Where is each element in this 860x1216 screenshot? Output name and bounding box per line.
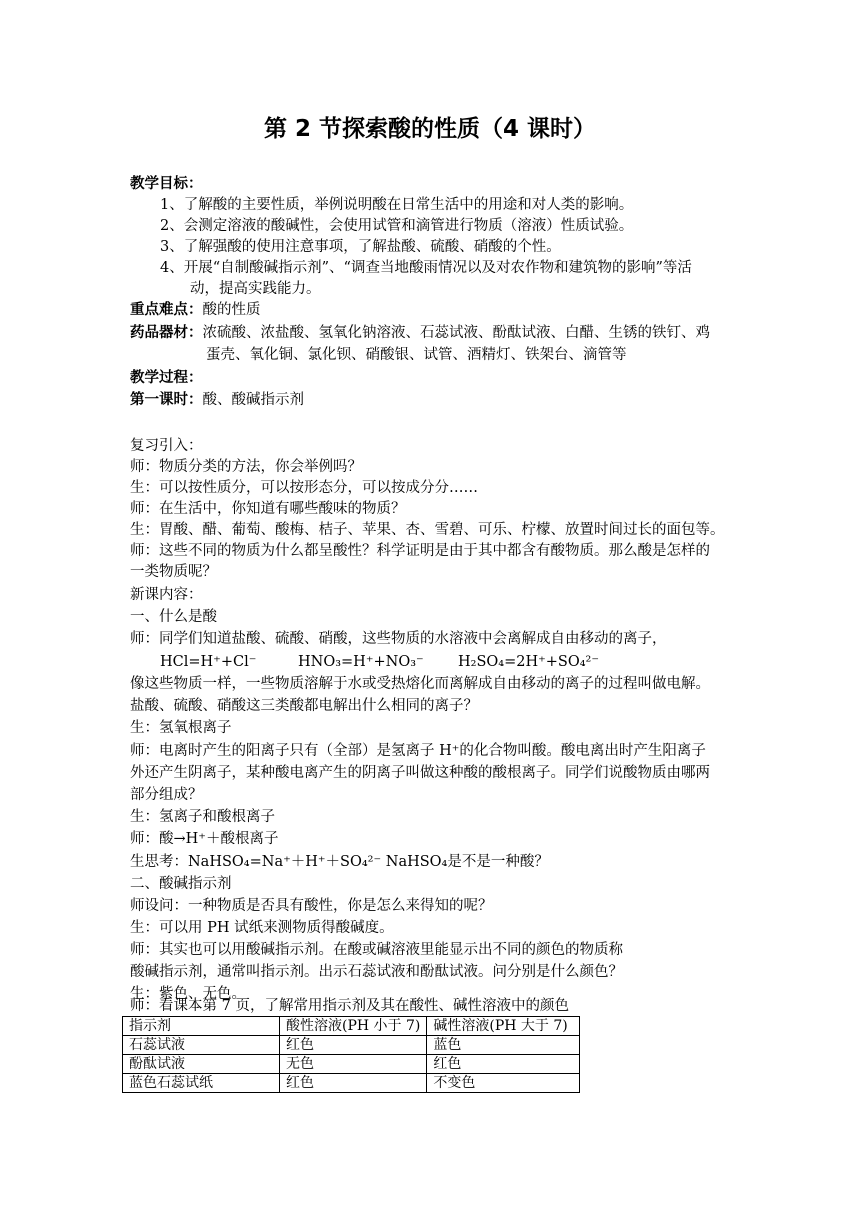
process-label: 教学过程：	[130, 369, 203, 386]
section-heading: 二、酸碱指示剂	[130, 876, 232, 892]
body-line: 盐酸、硫酸、硝酸这三类酸都电解出什么相同的离子？	[130, 698, 478, 714]
body-line: 外还产生阴离子，某种酸电离产生的阴离子叫做这种酸的酸根离子。同学们说酸物质由哪两	[130, 765, 710, 781]
table-cell: 石蕊试液	[123, 1036, 280, 1055]
lesson1	[130, 390, 304, 410]
body-line: 生思考：NaHSO₄=Na⁺＋H⁺＋SO₄²⁻ NaHSO₄是不是一种酸？	[130, 854, 549, 870]
body-line: 生：可以用 PH 试纸来测物质得酸碱度。	[130, 920, 394, 936]
key-text: 酸的性质	[202, 302, 261, 318]
body-line: 生：氢离子和酸根离子	[130, 809, 275, 825]
table-header-cell: 碱性溶液(PH 大于 7)	[427, 1017, 580, 1036]
objective-item: 1、了解酸的主要性质，举例说明酸在日常生活中的用途和对人类的影响。	[160, 197, 634, 213]
body-line: 师：在生活中，你知道有哪些酸味的物质？	[130, 501, 406, 517]
body-line: 新课内容：	[130, 587, 203, 603]
table-cell: 酚酞试液	[123, 1055, 280, 1074]
body-line: 师设问：一种物质是否具有酸性，你是怎么来得知的呢？	[130, 898, 493, 914]
table-row	[123, 1055, 580, 1074]
table-cell: 不变色	[427, 1074, 580, 1093]
body-line: 生：可以按性质分，可以按形态分，可以按成分分……	[130, 480, 478, 496]
body-line: 一类物质呢？	[130, 564, 217, 580]
table-cell: 红色	[427, 1055, 580, 1074]
formula: H₂SO₄=2H⁺+SO₄²⁻	[458, 654, 600, 670]
body-line: 师：同学们知道盐酸、硫酸、硝酸，这些物质的水溶液中会离解成自由移动的离子，	[130, 631, 667, 647]
body-line: 生：氢氧根离子	[130, 720, 232, 736]
objective-item: 4、开展“自制酸碱指示剂”、“调查当地酸雨情况以及对农作物和建筑物的影响”等活	[160, 260, 692, 276]
table-header-row	[123, 1017, 580, 1036]
body-line: 复习引入：	[130, 438, 203, 454]
table-cell: 无色	[280, 1055, 427, 1074]
table-cell: 蓝色	[427, 1036, 580, 1055]
materials	[130, 323, 710, 343]
table-header-cell: 指示剂	[123, 1017, 280, 1036]
objective-item: 3、了解强酸的使用注意事项，了解盐酸、硫酸、硝酸的个性。	[160, 239, 561, 255]
table-header-cell: 酸性溶液(PH 小于 7)	[280, 1017, 427, 1036]
body-line: 师：酸→H⁺＋酸根离子	[130, 831, 279, 847]
body-line: 酸碱指示剂，通常叫指示剂。出示石蕊试液和酚酞试液。问分别是什么颜色？	[130, 964, 623, 980]
materials-line: 浓硫酸、浓盐酸、氢氧化钠溶液、石蕊试液、酚酞试液、白醋、生锈的铁钉、鸡	[202, 325, 710, 341]
body-line: 师：物质分类的方法，你会举例吗？	[130, 459, 362, 475]
body-line: 部分组成？	[130, 787, 203, 803]
body-line: 师：这些不同的物质为什么都呈酸性？科学证明是由于其中都含有酸物质。那么酸是怎样的	[130, 543, 710, 559]
body-line: 生：紫色、无色。	[130, 986, 246, 1002]
body-line: 生：胃酸、醋、葡萄、酸梅、桔子、苹果、杏、雪碧、可乐、柠檬、放置时间过长的面包等。	[130, 522, 725, 538]
objective-item: 2、会测定溶液的酸碱性，会使用试管和滴管进行物质（溶液）性质试验。	[160, 218, 634, 234]
objective-item-cont: 动，提高实践能力。	[190, 281, 321, 297]
key-points	[130, 300, 261, 320]
table-row	[123, 1074, 580, 1093]
lesson1-text: 酸、酸碱指示剂	[202, 392, 304, 408]
lesson1-label: 第一课时：	[130, 391, 203, 408]
table-cell: 红色	[280, 1074, 427, 1093]
indicator-table	[122, 1016, 580, 1093]
page-title: 第 2 节探索酸的性质（4 课时）	[263, 116, 597, 142]
key-label: 重点难点：	[130, 301, 203, 318]
materials-line: 蛋壳、氧化铜、氯化钡、硝酸银、试管、酒精灯、铁架台、滴管等	[206, 347, 627, 363]
materials-label: 药品器材：	[130, 324, 203, 341]
formula: HNO₃=H⁺+NO₃⁻	[298, 654, 424, 670]
table-cell: 蓝色石蕊试纸	[123, 1074, 280, 1093]
body-line: 师：看课本第 7 页，了解常用指示剂及其在酸性、碱性溶液中的颜色	[130, 998, 569, 1014]
objectives-label: 教学目标：	[130, 175, 203, 192]
table-cell: 红色	[280, 1036, 427, 1055]
section-heading: 一、什么是酸	[130, 609, 217, 625]
body-line: 像这些物质一样，一些物质溶解于水或受热熔化而离解成自由移动的离子的过程叫做电解。	[130, 676, 710, 692]
table-row	[123, 1036, 580, 1055]
formula: HCl=H⁺+Cl⁻	[160, 654, 257, 670]
body-line: 师：其实也可以用酸碱指示剂。在酸或碱溶液里能显示出不同的颜色的物质称	[130, 942, 623, 958]
body-line: 师：电离时产生的阳离子只有（全部）是氢离子 H⁺的化合物叫酸。酸电离出时产生阳离子	[130, 743, 706, 759]
